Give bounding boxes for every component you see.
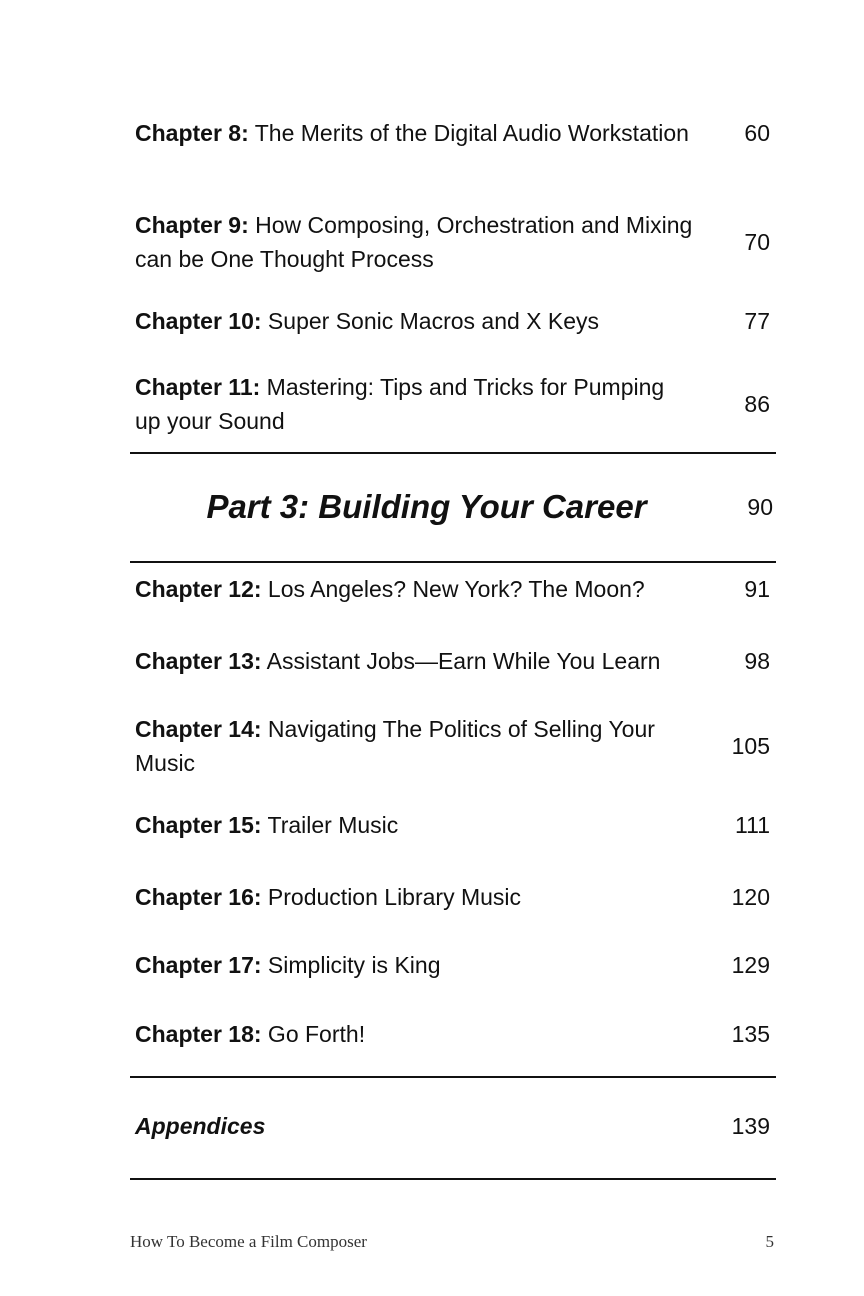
toc-page-number: 91: [744, 576, 770, 602]
chapter-title: Los Angeles? New York? The Moon?: [261, 576, 645, 602]
toc-entry-title: [135, 370, 695, 438]
toc-entry-title: [135, 1017, 695, 1051]
part-title: Part 3: Building Your Career: [206, 488, 647, 525]
toc-page-number: 60: [744, 120, 770, 146]
chapter-title: Super Sonic Macros and X Keys: [261, 308, 600, 334]
toc-entry-title: [135, 208, 695, 276]
section-divider: [130, 452, 776, 454]
folio-page-number: 5: [765, 1232, 774, 1251]
toc-entry-title: [135, 644, 695, 678]
toc-page-number: 105: [731, 733, 770, 759]
toc-page-number: 111: [735, 812, 770, 838]
toc-page-number: 139: [731, 1112, 770, 1139]
chapter-title: How Composing, Orchestration and Mixing can be One Thought Process: [135, 212, 693, 272]
chapter-label: Chapter 15:: [135, 812, 262, 838]
toc-entry-chapter-11[interactable]: [135, 370, 775, 438]
toc-entry-title: [135, 572, 695, 606]
chapter-label: Chapter 9:: [135, 212, 249, 238]
running-title: How To Become a Film Composer: [130, 1232, 367, 1251]
toc-entry-chapter-18[interactable]: [135, 1017, 775, 1051]
toc-entry-appendices[interactable]: [135, 1108, 775, 1144]
toc-page-number: 90: [747, 493, 773, 520]
chapter-title: The Merits of the Digital Audio Workstation: [248, 120, 689, 146]
toc-page-number: 135: [731, 1021, 770, 1047]
toc-entry-title: [135, 880, 695, 914]
chapter-label: Chapter 8:: [135, 120, 249, 146]
toc-page-number: 98: [744, 648, 770, 674]
chapter-title: Simplicity is King: [261, 952, 441, 978]
chapter-title: Trailer Music: [261, 812, 399, 838]
toc-entry-title: [135, 808, 695, 842]
chapter-title: Go Forth!: [261, 1021, 366, 1047]
toc-entry-chapter-12[interactable]: [135, 572, 775, 606]
section-divider: [130, 1076, 776, 1078]
toc-page-number: 120: [731, 884, 770, 910]
chapter-title: Mastering: Tips and Tricks for Pumping up your Sound: [135, 374, 665, 434]
appendices-title: Appendices: [135, 1112, 266, 1139]
toc-entry-chapter-15[interactable]: [135, 808, 775, 842]
toc-page-number: 70: [744, 229, 770, 255]
toc-entry-title: [135, 116, 695, 150]
toc-part-heading[interactable]: [130, 480, 776, 534]
toc-page-number: 77: [744, 308, 770, 334]
toc-entry-title: [135, 948, 695, 982]
toc-page-number: 129: [731, 952, 770, 978]
toc-entry-chapter-13[interactable]: [135, 644, 775, 678]
chapter-title: Navigating The Politics of Selling Your Music: [135, 716, 655, 776]
chapter-title: Assistant Jobs—Earn While You Learn: [261, 648, 661, 674]
section-divider: [130, 561, 776, 563]
toc-entry-chapter-16[interactable]: [135, 880, 775, 914]
toc-page-number: 86: [744, 391, 770, 417]
chapter-title: Production Library Music: [261, 884, 522, 910]
chapter-label: Chapter 11:: [135, 374, 261, 400]
page-footer: [130, 1230, 776, 1254]
chapter-label: Chapter 12:: [135, 576, 262, 602]
toc-entry-chapter-9[interactable]: [135, 208, 775, 276]
chapter-label: Chapter 16:: [135, 884, 262, 910]
toc-entry-chapter-8[interactable]: [135, 116, 775, 150]
toc-entry-chapter-10[interactable]: [135, 304, 775, 338]
chapter-label: Chapter 18:: [135, 1021, 262, 1047]
chapter-label: Chapter 13:: [135, 648, 262, 674]
toc-entry-chapter-14[interactable]: [135, 712, 775, 780]
chapter-label: Chapter 17:: [135, 952, 262, 978]
chapter-label: Chapter 14:: [135, 716, 262, 742]
toc-entry-chapter-17[interactable]: [135, 948, 775, 982]
toc-entry-title: [135, 712, 695, 780]
toc-entry-title: [135, 304, 695, 338]
chapter-label: Chapter 10:: [135, 308, 262, 334]
section-divider: [130, 1178, 776, 1180]
